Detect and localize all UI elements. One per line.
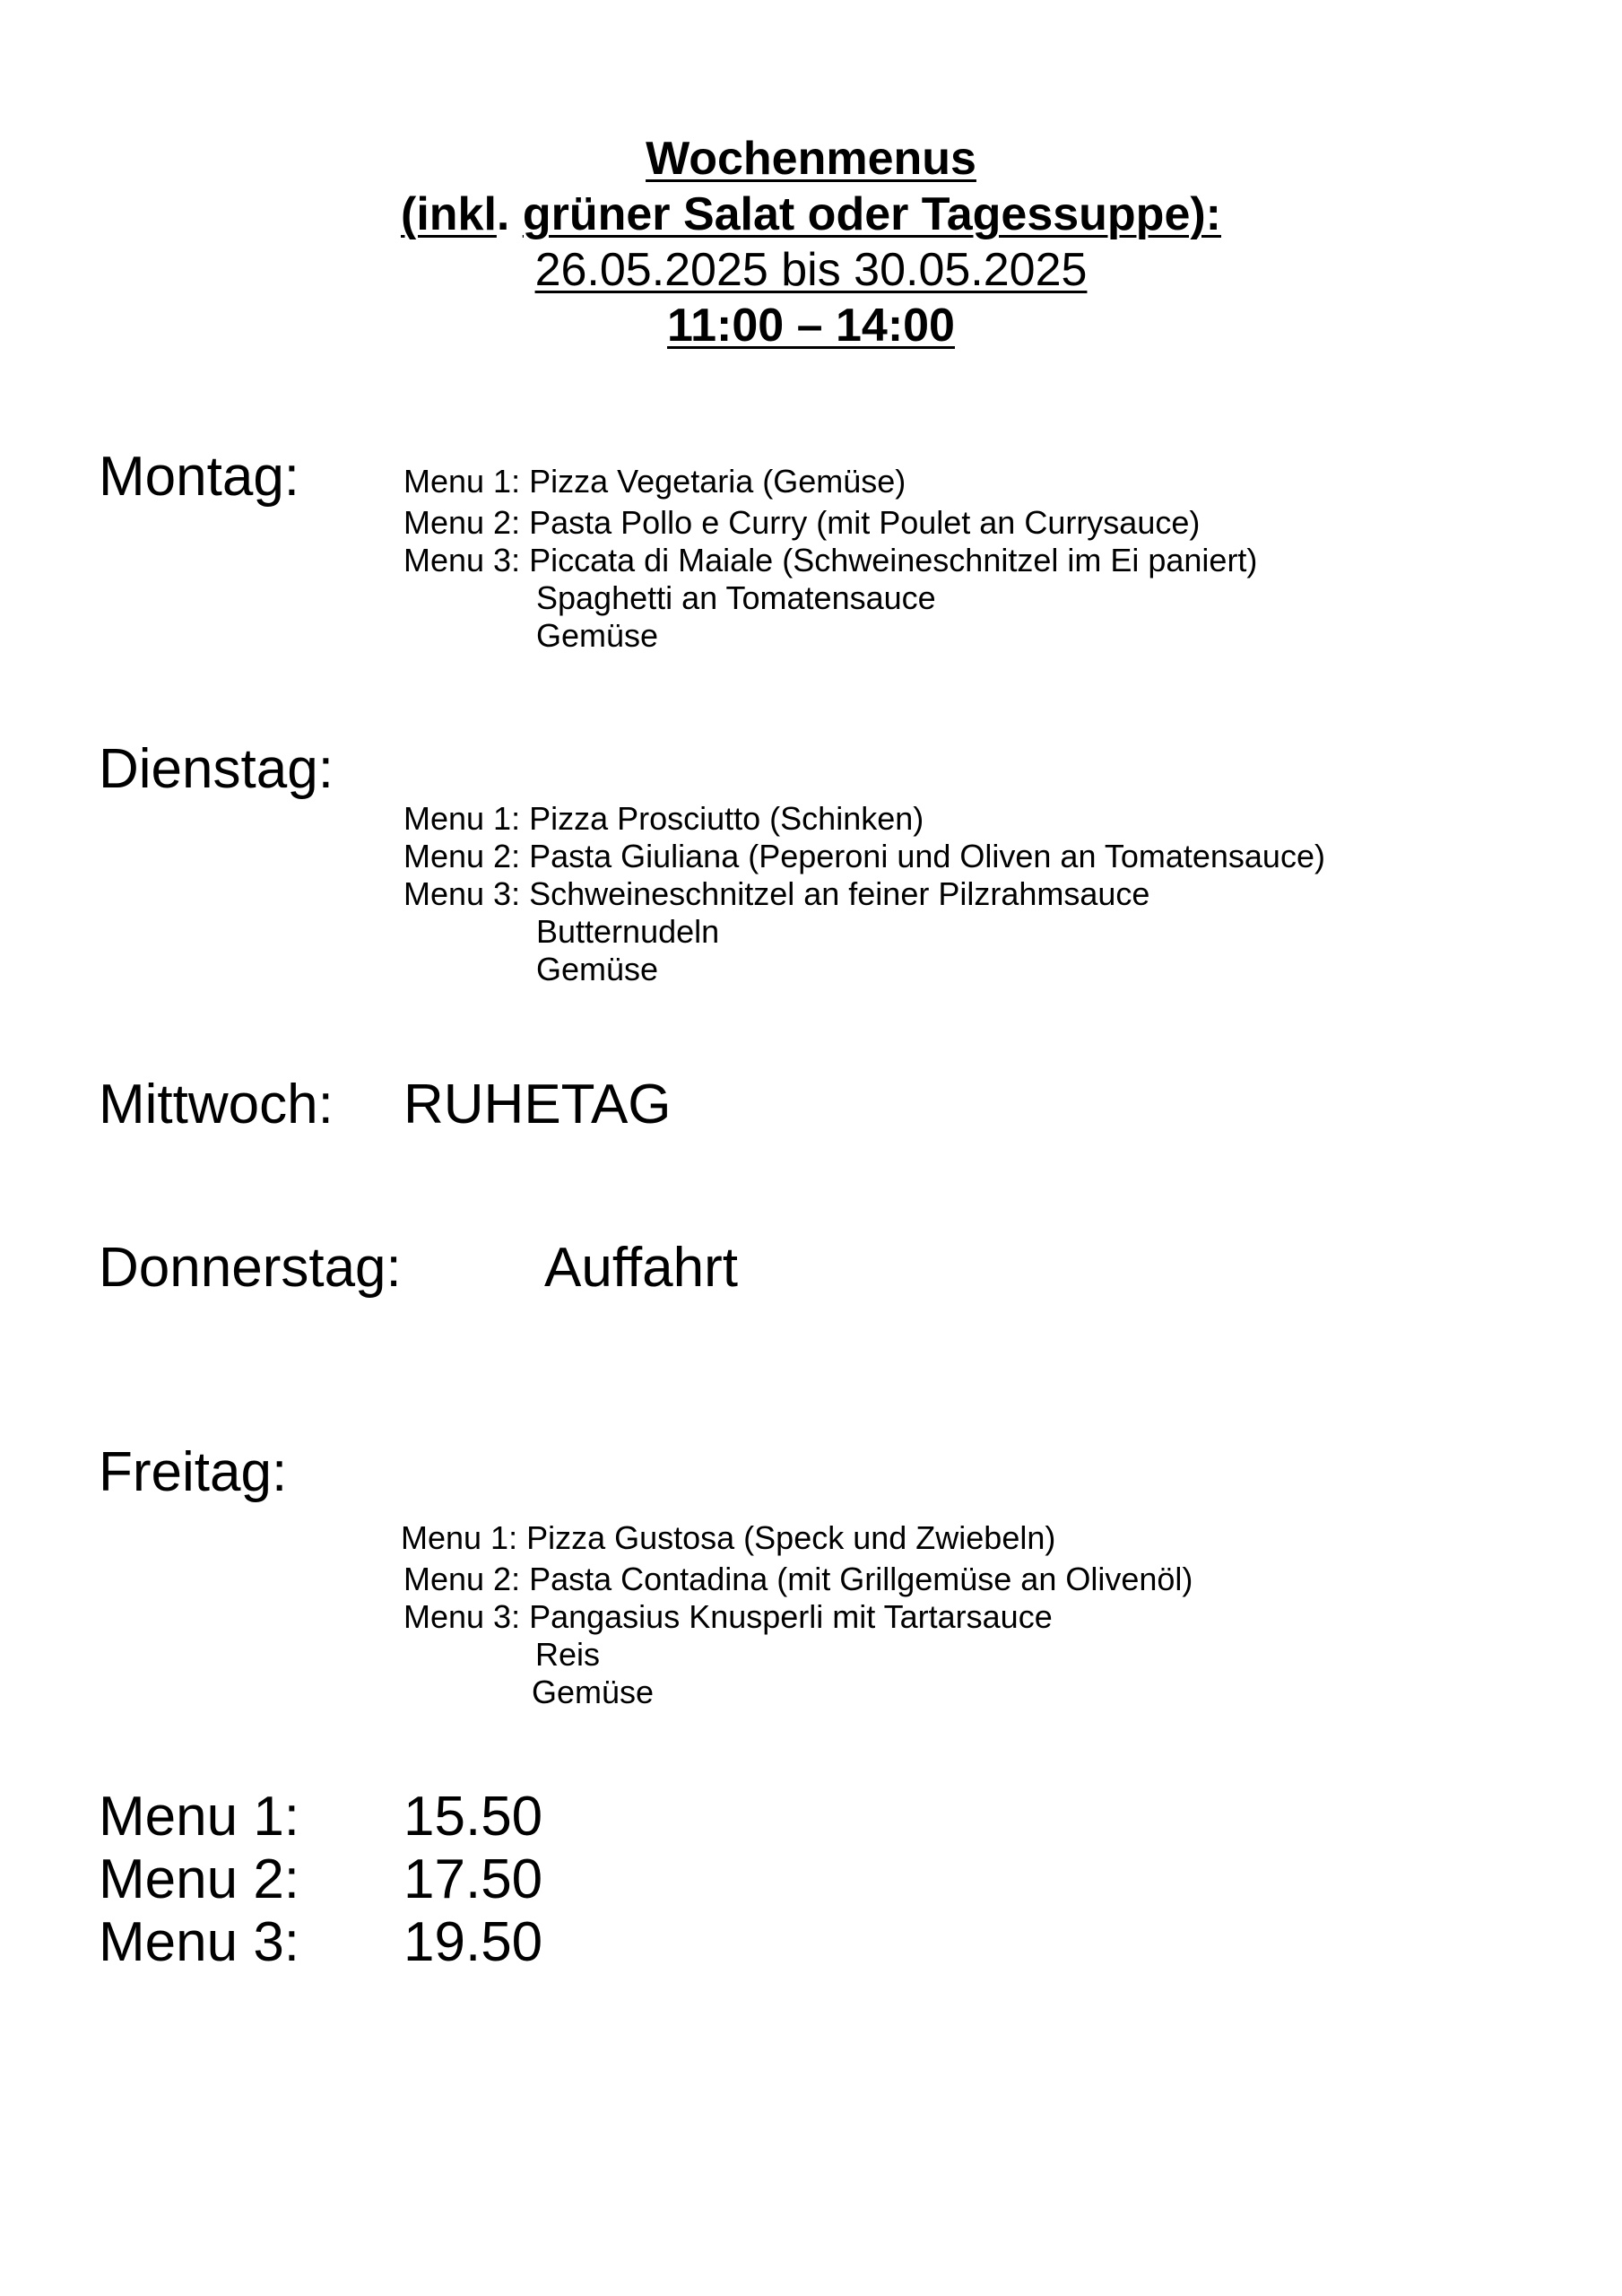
monday-menu-3-side-2: Gemüse (536, 617, 659, 654)
monday-menu-3-side-1: Spaghetti an Tomatensauce (536, 579, 936, 616)
page-title: Wochenmenus (646, 133, 976, 185)
subtitle-part-3: grüner Salat oder Tagessuppe): (522, 188, 1221, 240)
tuesday-menu-3: Menu 3: Schweineschnitzel an feiner Pilzrahmsauce (403, 875, 1150, 912)
tuesday-menu-2: Menu 2: Pasta Giuliana (Peperoni und Oliven an Tomatensauce) (403, 838, 1325, 874)
menu-block-monday (403, 463, 1257, 655)
price-label: Menu 2: (99, 1848, 300, 1910)
day-label-wednesday: Mittwoch: (99, 1074, 334, 1135)
menu-header (0, 131, 1622, 353)
wednesday-note: RUHETAG (403, 1074, 672, 1135)
day-label-tuesday: Dienstag: (99, 738, 334, 800)
page-subtitle (0, 187, 1622, 242)
date-range: 26.05.2025 bis 30.05.2025 (534, 244, 1088, 296)
tuesday-menu-1: Menu 1: Pizza Prosciutto (Schinken) (403, 800, 924, 837)
price-row-menu-3 (99, 1911, 542, 1974)
friday-menu-2: Menu 2: Pasta Contadina (mit Grillgemüse an Olivenöl) (403, 1561, 1193, 1597)
friday-menu-3-side-2: Gemüse (532, 1674, 655, 1710)
thursday-note: Auffahrt (544, 1237, 739, 1299)
day-label-friday: Freitag: (99, 1441, 288, 1503)
menu-block-tuesday (403, 800, 1325, 988)
price-row-menu-1 (99, 1786, 542, 1848)
menu-block-friday (401, 1519, 1193, 1711)
price-value: 19.50 (403, 1911, 543, 1973)
price-label: Menu 3: (99, 1911, 300, 1973)
time-range: 11:00 – 14:00 (667, 300, 955, 352)
subtitle-part-2: . (496, 188, 523, 240)
monday-menu-2: Menu 2: Pasta Pollo e Curry (mit Poulet an Currysauce) (403, 504, 1201, 541)
price-label: Menu 1: (99, 1786, 300, 1848)
friday-menu-1: Menu 1: Pizza Gustosa (Speck und Zwiebeln) (401, 1519, 1056, 1556)
monday-menu-1: Menu 1: Pizza Vegetaria (Gemüse) (403, 463, 906, 500)
monday-menu-3: Menu 3: Piccata di Maiale (Schweineschnitzel im Ei paniert) (403, 542, 1258, 578)
tuesday-menu-3-side-2: Gemüse (536, 951, 659, 987)
price-row-menu-2 (99, 1848, 542, 1911)
subtitle-part-1: (inkl (401, 188, 497, 240)
day-label-monday: Montag: (99, 446, 300, 508)
price-value: 17.50 (403, 1848, 543, 1910)
day-label-thursday: Donnerstag: (99, 1237, 402, 1299)
tuesday-menu-3-side-1: Butternudeln (536, 913, 720, 950)
friday-menu-3: Menu 3: Pangasius Knusperli mit Tartarsauce (403, 1598, 1053, 1635)
friday-menu-3-side-1: Reis (535, 1636, 601, 1673)
price-value: 15.50 (403, 1786, 543, 1848)
